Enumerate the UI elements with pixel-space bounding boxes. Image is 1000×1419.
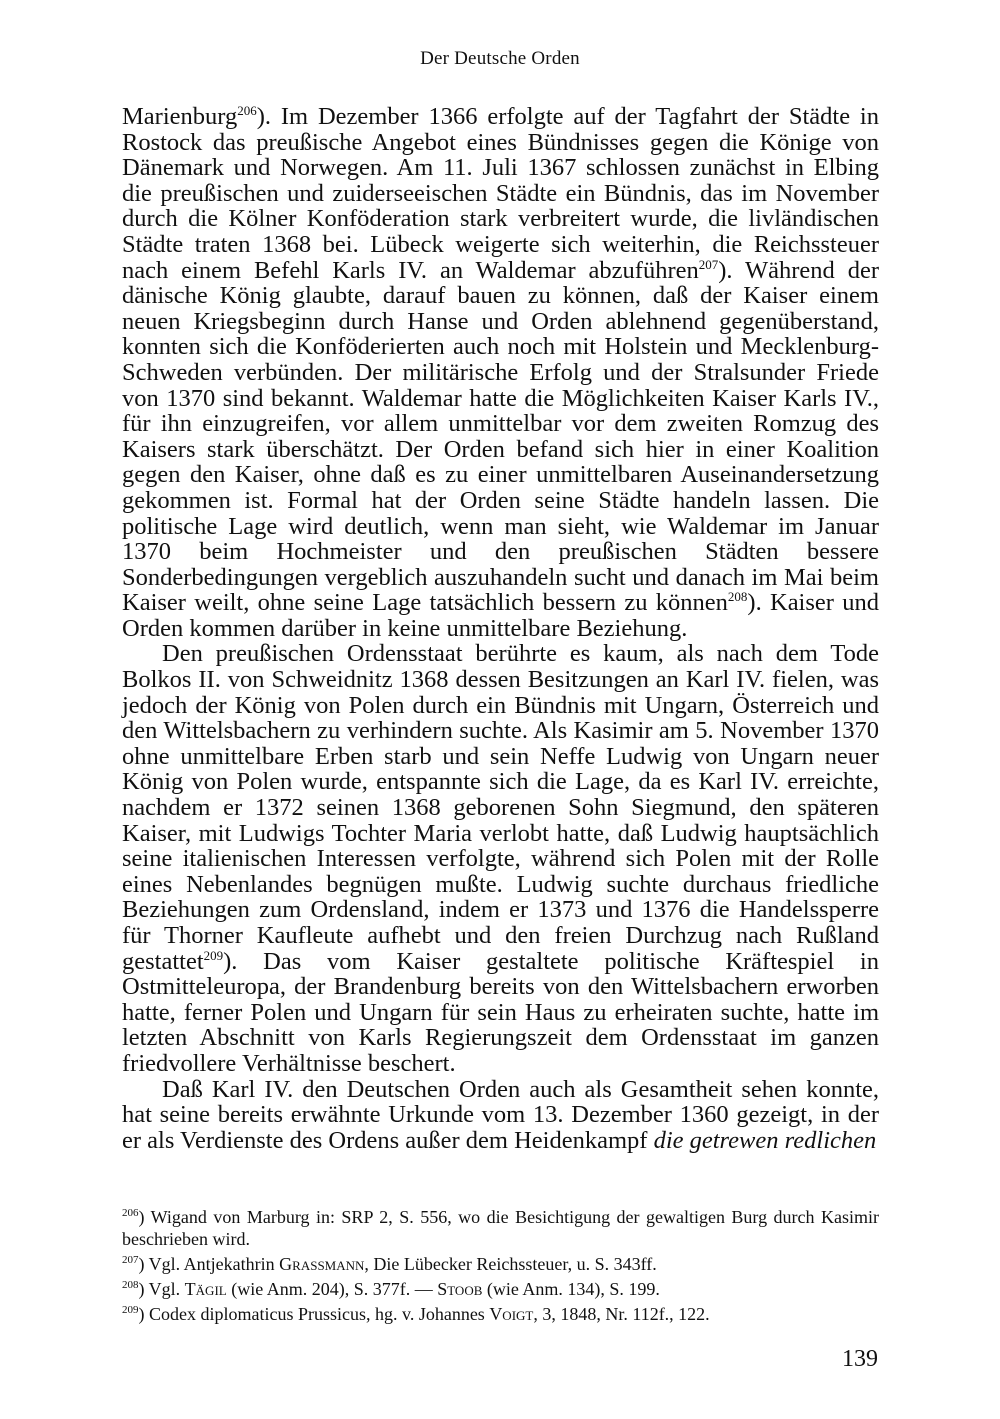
author-name: Tägil [184, 1279, 227, 1299]
footnote-text: Codex diplomaticus Prussicus, hg. v. Johannes [149, 1304, 490, 1324]
footnote-text: Wigand von Marburg in: SRP 2, S. 556, wo die Besichtigung der gewaltigen Burg durch Kasimir beschrieben wird. [122, 1207, 879, 1249]
footnote-number: 208 [122, 1279, 139, 1291]
paragraph-text: ). Das vom Kaiser gestaltete politische Kräftespiel in Ostmitteleuropa, der Brandenburg bereits von den Wittelsbachern erworben hatte, ferner Polen und Ungarn für sein Haus zu erheiraten suchte, hatte im letzten Abschnitt von Karls Regierungszeit dem Ordensstaat im ganzen friedvollere Verhältnisse beschert. [122, 947, 879, 1077]
paragraph-text: Daß Karl IV. den Deutschen Orden auch als Gesamtheit sehen konnte, hat seine bereits erwähnte Urkunde vom 13. Dezember 1360 gezeigt, in der er als Verdienste des Ordens außer dem Heidenkampf [122, 1075, 879, 1154]
page-number: 139 [842, 1346, 878, 1372]
footnote-text: , 3, 1848, Nr. 112f., 122. [533, 1304, 710, 1324]
footnote-text: Vgl. [148, 1279, 185, 1299]
footnote-text: Vgl. Antjekathrin [148, 1254, 280, 1274]
footnote-reference: 207 [698, 256, 719, 272]
paragraph-2 [122, 641, 879, 1076]
footnote-reference: 209 [203, 947, 224, 963]
running-head: Der Deutsche Orden [420, 48, 580, 69]
footnote-text: (wie Anm. 134), S. 199. [482, 1279, 660, 1299]
author-name: Voigt [489, 1304, 534, 1324]
paragraph-1 [122, 104, 879, 641]
footnote-number: 209 [122, 1304, 139, 1316]
paragraph-text: Den preußischen Ordensstaat berührte es kaum, als nach dem Tode Bolkos II. von Schweidnitz 1368 dessen Besitzungen an Karl IV. fielen, was jedoch der König von Polen durch ein Bündnis mit Ungarn, Österreich und den Wittelsbachern zu verhindern suchte. Als Kasimir am 5. November 1370 ohne unmittelbare Erben starb und sein Neffe Ludwig von Ungarn neuer König von Polen wurde, entspannte sich die Lage, da es Karl IV. erreichte, nachdem er 1372 seinen 1368 geborenen Sohn Siegmund, den späteren Kaiser, mit Ludwigs Tochter Maria verlobt hatte, daß Ludwig hauptsächlich seine italienischen Interessen verfolgte, während sich Polen mit der Rolle eines Nebenlandes begnügen mußte. Ludwig suchte durchaus friedliche Beziehungen zum Ordensland, indem er 1373 und 1376 die Handelssperre für Thorner Kaufleute aufhebt und den freien Durchzug nach Rußland gestattet [122, 640, 879, 975]
paragraph-text: Marienburg [122, 103, 238, 130]
paragraph-text: ). Kaiser und Orden kommen darüber in keine unmittelbare Beziehung. [122, 589, 879, 642]
footnote-208: $^{208}$) Vgl. Tägil (wie Anm. 204), S. 377f. — Stoob (wie Anm. 134), S. 199. [122, 1279, 660, 1299]
footnote-reference: 206 [237, 102, 257, 118]
italic-quote: die getrewen redlichen [653, 1126, 877, 1154]
footnote-number: 207 [122, 1254, 139, 1266]
footnote-207: $^{207}$) Vgl. Antjekathrin Grassmann, Die Lübecker Reichssteuer, u. S. 343ff. [122, 1254, 657, 1274]
footnote-reference: 208 [727, 589, 748, 605]
paragraph-text: ). Während der dänische König glaubte, darauf bauen zu können, daß der Kaiser einem neuen Kriegsbeginn durch Hanse und Orden ablehnend gegenüberstand, konnten sich die Konföderierten auch noch mit Holstein und Mecklenburg-Schweden verbünden. Der militärische Erfolg und der Stralsunder Friede von 1370 sind bekannt. Waldemar hatte die Möglichkeiten Kaiser Karls IV., für ihn einzugreifen, vor allem unmittelbar vor dem zweiten Romzug des Kaisers stark überschätzt. Der Orden befand sich hier in einer Koalition gegen den Kaiser, ohne daß es zu einer unmittelbaren Auseinandersetzung gekommen ist. Formal hat der Orden seine Städte handeln lassen. Die politische Lage wird deutlich, wenn man sieht, wie Waldemar im Januar 1370 beim Hochmeister und den preußischen Städten bessere Sonderbedingungen vergeblich auszuhandeln sucht und danach im Mai beim Kaiser weilt, ohne seine Lage tatsächlich bessern zu können [122, 256, 879, 617]
author-name: Grassmann [279, 1254, 365, 1274]
author-name: Stoob [437, 1279, 483, 1299]
footnote-text: (wie Anm. 204), S. 377f. — [226, 1279, 438, 1299]
footnote-209: $^{209}$) Codex diplomaticus Prussicus, hg. v. Johannes Voigt, 3, 1848, Nr. 112f., 122. [122, 1304, 710, 1324]
paragraph-text: ). Im Dezember 1366 erfolgte auf der Tagfahrt der Städte in Rostock das preußische Angebot eines Bündnisses gegen die Könige von Dänemark und Norwegen. Am 11. Juli 1367 schlossen zunächst in Elbing die preußischen und zuiderseeischen Städte ein Bündnis, das im November durch die Kölner Konföderation stark verbreitert wurde, die livländischen Städte traten 1368 bei. Lübeck weigerte sich weiterhin, die Reichssteuer nach einem Befehl Karls IV. an Waldemar abzuführen [122, 103, 879, 284]
body-text [122, 104, 879, 1153]
footnote-text: , Die Lübecker Reichssteuer, u. S. 343ff. [364, 1254, 657, 1274]
footnote-206: $^{206}$) Wigand von Marburg in: SRP 2, S. 556, wo die Besichtigung der gewaltigen Burg durch Kasimir beschrieben wird. [122, 1207, 879, 1249]
footnote-number: 206 [122, 1207, 139, 1219]
paragraph-3 [122, 1077, 879, 1154]
footnotes [122, 1206, 879, 1328]
